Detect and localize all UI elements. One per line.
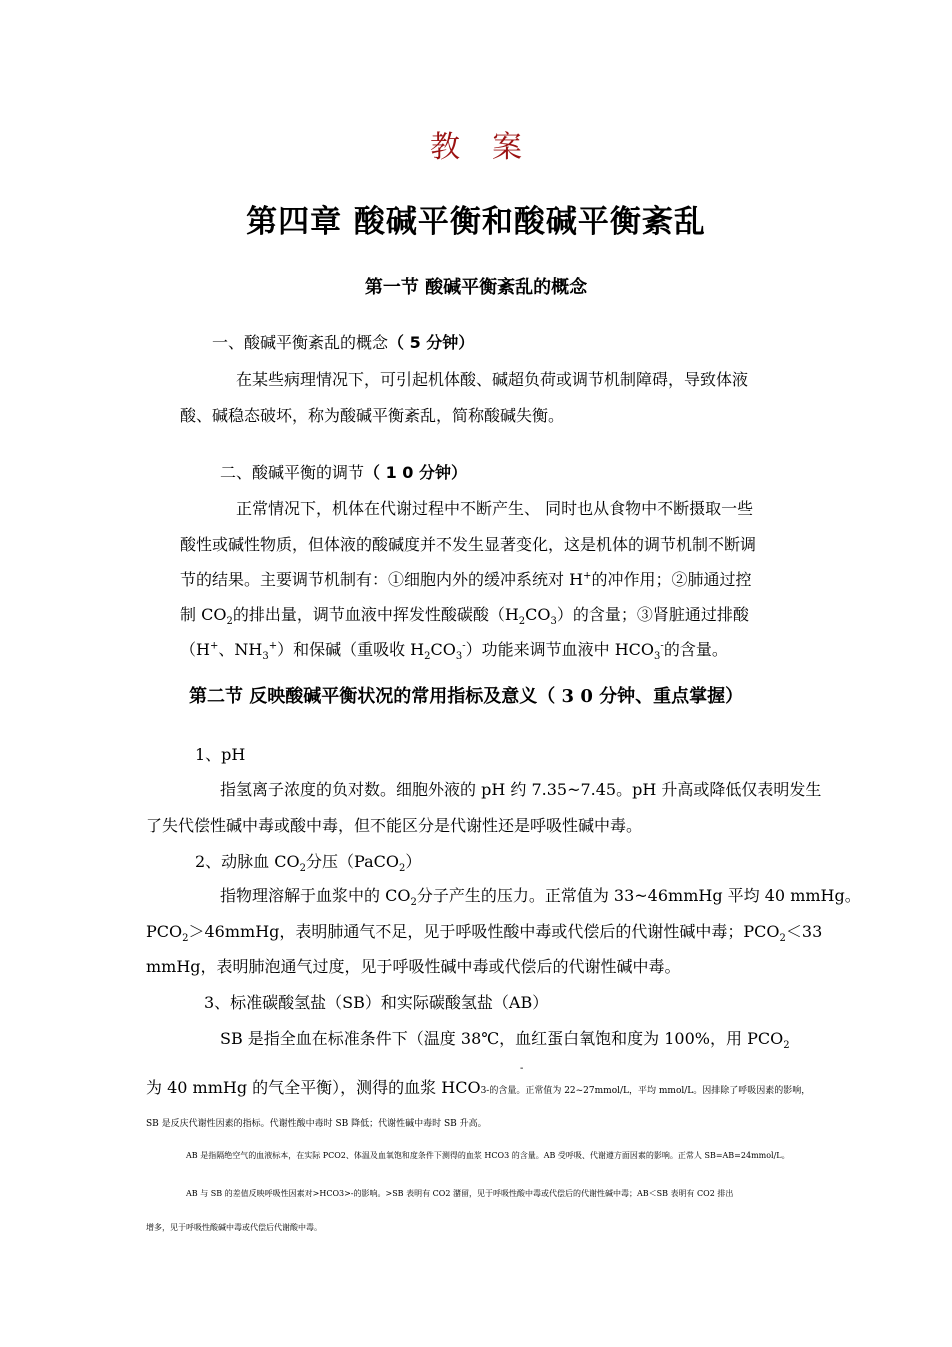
sup-plus: + (209, 640, 219, 652)
paco2-line-1-a: 指物理溶解于血浆中的 CO (220, 886, 411, 905)
paco2-heading-a: 2、动脉血 CO (195, 852, 300, 871)
paco2-heading-b: 分压（PaCO (306, 852, 399, 871)
document-title: 教案 (430, 130, 554, 165)
paco2-line-2-a: PCO (146, 922, 183, 941)
sub-2: 2 (226, 616, 233, 628)
sup-minus: - (660, 640, 664, 652)
item2-line-5-a: （H (180, 640, 210, 659)
sb-line-2 (146, 1075, 810, 1098)
paco2-line-2-b: ＞46mmHg，表明肺通气不足，见于呼吸性酸中毒或代偿后的代谢性碱中毒；PCO (188, 922, 780, 941)
item2-heading (220, 460, 467, 483)
item1-line-1: 在某些病理情况下，可引起机体酸、碱超负荷或调节机制障碍，导致体液 (236, 370, 749, 389)
sub-2: 2 (424, 651, 431, 663)
item1-heading (212, 330, 474, 353)
item2-line-5 (180, 637, 728, 662)
sb-line-1-a: SB 是指全血在标准条件下（温度 38℃，血红蛋白氧饱和度为 100%，用 PCO (220, 1029, 784, 1048)
item2-line-3-b: 的冲作用；②肺通过控 (591, 570, 752, 589)
ph-heading: 1、pH (195, 745, 246, 764)
sup-minus: - (462, 640, 466, 652)
item2-line-5-c: ）和保碱（重吸收 H (277, 640, 425, 659)
item2-line-3-a: 节的结果。主要调节机制有：①细胞内外的缓冲系统对 H (180, 570, 584, 589)
paco2-line-3: mmHg，表明肺泡通气过度，见于呼吸性碱中毒或代偿后的代谢性碱中毒。 (146, 957, 681, 976)
sup-plus: + (268, 640, 278, 652)
item2-line-4 (180, 602, 749, 627)
item2-time: （ 1 0 分钟） (364, 463, 467, 482)
sub-3: 3 (455, 651, 463, 663)
ph-line-1: 指氢离子浓度的负对数。细胞外液的 pH 约 7.35~7.45。pH 升高或降低仅表明发生 (220, 780, 822, 799)
sb-ab-heading: 3、标准碳酸氢盐（SB）和实际碳酸氢盐（AB） (204, 993, 549, 1012)
paco2-heading-c: ） (405, 852, 422, 871)
item1-line-2: 酸、碱稳态破坏，称为酸碱平衡紊乱，简称酸碱失衡。 (180, 406, 565, 425)
sub-2: 2 (410, 897, 417, 909)
item2-line-4-d: ）的含量；③肾脏通过排酸 (556, 605, 749, 624)
sb-line-2-a: 为 40 mmHg 的气全平衡），测得的血浆 HCO (146, 1078, 481, 1097)
paco2-heading (195, 849, 421, 874)
item2-line-5-f: 的含量。 (663, 640, 728, 659)
item2-heading-text: 二、酸碱平衡的调节 (220, 463, 365, 482)
sb-line-2-b: 3-的含量。正常值为 22~27mmol/L，平均 mmol/L。因排除了呼吸因素的影响， (480, 1086, 811, 1096)
sub-2: 2 (299, 863, 307, 875)
paco2-line-1 (220, 883, 861, 908)
sub-3: 3 (550, 616, 557, 628)
section1-heading: 第一节 酸碱平衡紊乱的概念 (364, 277, 588, 298)
item2-line-4-a: 制 CO (180, 605, 227, 624)
item2-line-1: 正常情况下，机体在代谢过程中不断产生、 同时也从食物中不断摄取一些 (236, 499, 754, 518)
item2-line-4-b: 的排出量，调节血液中挥发性酸碳酸（H (232, 605, 519, 624)
sub-3: 3 (654, 651, 661, 663)
item2-line-4-c: CO (525, 605, 551, 624)
item1-time: （ 5 分钟） (388, 333, 475, 352)
section2-time: （ 3 0 分钟、重点掌握） (537, 686, 744, 707)
paco2-line-1-b: 分子产生的压力。正常值为 33~46mmHg 平均 40 mmHg。 (416, 886, 861, 905)
item2-line-5-b: 、NH (218, 640, 263, 659)
sb-line-1 (220, 1026, 790, 1051)
chapter-heading: 第四章 酸碱平衡和酸碱平衡紊乱 (246, 204, 706, 240)
sub-2: 2 (182, 933, 189, 945)
sub-2: 2 (518, 616, 526, 628)
sub-2: 2 (779, 933, 786, 945)
paco2-line-2 (146, 919, 822, 944)
ab-line-1: AB 是指隔绝空气的血液标本，在实际 PCO2、体温及血氧饱和度条件下测得的血浆 HCO3 的含量。AB 受呼吸、代谢遵方面因素的影响。正常人 SB=AB=24mmol/L。 (186, 1151, 790, 1160)
item2-line-2: 酸性或碱性物质，但体液的酸碱度并不发生显著变化，这是机体的调节机制不断调 (180, 535, 757, 554)
item2-line-5-d: CO (430, 640, 456, 659)
sup-plus: + (583, 570, 592, 582)
item2-line-3 (180, 567, 751, 590)
item2-line-5-e: ）功能来调节血液中 HCO (465, 640, 655, 659)
section2-heading (189, 682, 743, 708)
sub-2: 2 (783, 1040, 790, 1052)
section2-title: 第二节 反映酸碱平衡状况的常用指标及意义 (189, 686, 538, 707)
ab-line-3: 增多，见于呼吸性酸碱中毒或代偿后代谢酸中毒。 (146, 1223, 322, 1232)
sb-line-3: SB 是反庆代谢性因素的指标。代谢性酸中毒时 SB 降低；代谢性碱中毒时 SB 升高。 (146, 1119, 487, 1129)
paco2-line-2-c: ＜33 (785, 922, 823, 941)
ph-line-2: 了失代偿性碱中毒或酸中毒，但不能区分是代谢性还是呼吸性碱中毒。 (146, 816, 643, 835)
item1-heading-text: 一、酸碱平衡紊乱的概念 (212, 333, 389, 352)
sub-3: 3 (262, 651, 269, 663)
ab-line-2: AB 与 SB 的差值反映呼吸性因素对>HCO3>-的影响。>SB 表明有 CO2 潴留，见于呼吸性酸中毒或代偿后的代谢性碱中毒；AB＜SB 表明有 CO2 排出 (186, 1189, 734, 1198)
sub-2: 2 (398, 863, 406, 875)
stray-dash: - (520, 1063, 524, 1074)
